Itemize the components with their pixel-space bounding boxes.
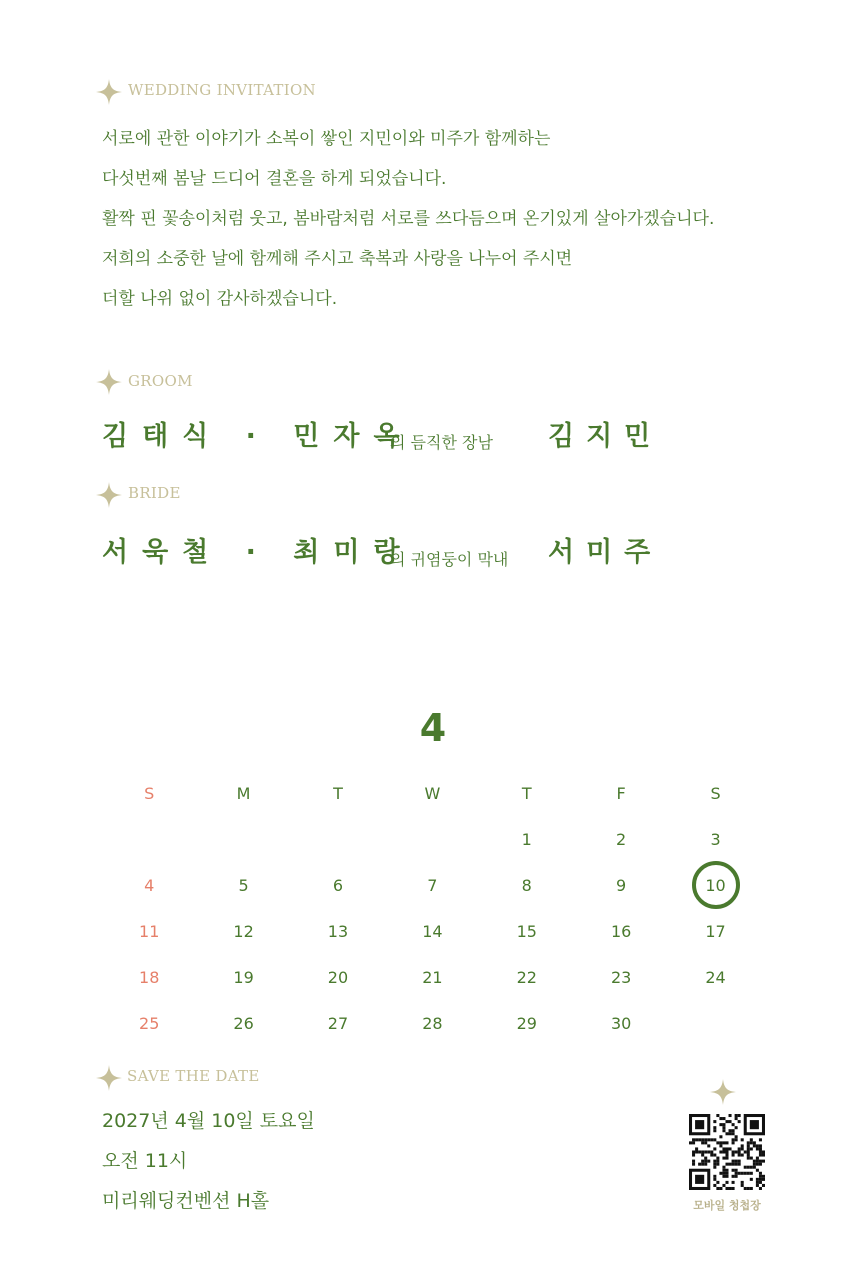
calendar-weekday: F bbox=[616, 783, 626, 803]
calendar-day-number: 7 bbox=[427, 875, 438, 895]
calendar-day-number: 27 bbox=[327, 1013, 349, 1033]
groom-relation: 의 듬직한 장남 bbox=[390, 433, 493, 452]
calendar-day-number: 3 bbox=[710, 829, 721, 849]
calendar-day bbox=[480, 862, 574, 908]
calendar-day bbox=[480, 908, 574, 954]
calendar-day-number: 13 bbox=[327, 921, 349, 941]
calendar-day bbox=[196, 908, 290, 954]
calendar-day-number: 8 bbox=[521, 875, 532, 895]
bride-parents: 서욱철 · 최미랑 bbox=[102, 537, 414, 568]
calendar-day bbox=[196, 954, 290, 1000]
event-date: 2027년 4월 10일 토요일 bbox=[102, 1110, 315, 1132]
calendar-day-number: 21 bbox=[422, 967, 443, 987]
calendar-empty-cell bbox=[291, 816, 385, 862]
invitation-line-5: 더할 나위 없이 감사하겠습니다. bbox=[102, 289, 338, 309]
calendar-day-number: 29 bbox=[516, 1013, 537, 1033]
calendar-empty-cell bbox=[196, 816, 290, 862]
calendar-day bbox=[480, 1000, 574, 1046]
calendar-day bbox=[574, 1000, 668, 1046]
calendar-day bbox=[291, 1000, 385, 1046]
calendar-day bbox=[102, 862, 196, 908]
bride-relation: 의 귀염둥이 막내 bbox=[390, 550, 509, 569]
calendar-day-number: 18 bbox=[139, 967, 160, 987]
calendar-day-number: 6 bbox=[332, 875, 344, 895]
invitation-line-4: 저희의 소중한 날에 함께해 주시고 축복과 사랑을 나누어 주시면 bbox=[102, 249, 573, 269]
calendar-day-number: 30 bbox=[610, 1013, 632, 1033]
calendar-grid bbox=[102, 770, 763, 1046]
calendar-day bbox=[102, 954, 196, 1000]
calendar-week-row bbox=[102, 1000, 763, 1046]
calendar-day-number: 22 bbox=[516, 967, 537, 987]
calendar-day-number: 2 bbox=[616, 829, 627, 849]
calendar-day-number: 16 bbox=[610, 921, 632, 941]
groom-label: GROOM bbox=[128, 372, 193, 390]
calendar-day bbox=[102, 1000, 196, 1046]
calendar-week-row bbox=[102, 862, 763, 908]
calendar-weekday-row bbox=[102, 770, 763, 816]
save-the-date-label: SAVE THE DATE bbox=[127, 1067, 260, 1085]
calendar-weekday: T bbox=[521, 783, 532, 803]
calendar-day bbox=[668, 908, 762, 954]
calendar-day bbox=[668, 816, 762, 862]
calendar-empty-cell bbox=[102, 816, 196, 862]
calendar-day-number: 24 bbox=[705, 967, 726, 987]
calendar-day-number: 15 bbox=[516, 921, 537, 941]
calendar-week-row bbox=[102, 908, 763, 954]
sparkle-icon bbox=[96, 79, 122, 105]
calendar-day bbox=[196, 1000, 290, 1046]
event-time: 오전 11시 bbox=[102, 1150, 188, 1172]
calendar-day bbox=[291, 862, 385, 908]
calendar-day bbox=[102, 908, 196, 954]
sparkle-icon bbox=[96, 482, 122, 508]
sparkle-icon bbox=[710, 1079, 736, 1105]
invitation-line-1: 서로에 관한 이야기가 소복이 쌓인 지민이와 미주가 함께하는 bbox=[102, 129, 551, 149]
calendar-day-number: 26 bbox=[233, 1013, 254, 1033]
sparkle-icon bbox=[96, 369, 122, 395]
sparkle-icon bbox=[96, 1065, 122, 1091]
calendar-day-number: 17 bbox=[705, 921, 726, 941]
calendar-month: 4 bbox=[419, 706, 447, 750]
calendar-day-number: 25 bbox=[139, 1013, 160, 1033]
calendar-weekday: S bbox=[144, 783, 155, 803]
calendar-day bbox=[668, 954, 762, 1000]
calendar-day bbox=[291, 954, 385, 1000]
bride-name: 서미주 bbox=[548, 537, 663, 568]
calendar-day-number: 12 bbox=[233, 921, 254, 941]
calendar-day bbox=[480, 816, 574, 862]
calendar-weekday: M bbox=[236, 783, 251, 803]
groom-parents: 김태식 · 민자옥 bbox=[102, 421, 414, 452]
calendar-day bbox=[196, 862, 290, 908]
calendar-day-number: 4 bbox=[144, 875, 155, 895]
calendar-day bbox=[385, 1000, 479, 1046]
calendar-weekday: W bbox=[424, 783, 441, 803]
groom-name: 김지민 bbox=[548, 421, 663, 452]
calendar-day bbox=[385, 862, 479, 908]
invitation-line-3: 활짝 핀 꽃송이처럼 웃고, 봄바람처럼 서로를 쓰다듬으며 온기있게 살아가겠습니다. bbox=[102, 209, 715, 229]
calendar-day bbox=[574, 862, 668, 908]
calendar-day bbox=[385, 908, 479, 954]
calendar-day-number: 14 bbox=[422, 921, 443, 941]
calendar-week-row bbox=[102, 954, 763, 1000]
calendar-day bbox=[574, 816, 668, 862]
qr-code-icon[interactable] bbox=[689, 1114, 765, 1190]
calendar-day bbox=[574, 908, 668, 954]
calendar-day-number: 11 bbox=[139, 921, 160, 941]
calendar-weekday: S bbox=[710, 783, 721, 803]
calendar-day bbox=[291, 908, 385, 954]
event-venue: 미리웨딩컨벤션 H홀 bbox=[102, 1190, 270, 1212]
calendar-day bbox=[385, 954, 479, 1000]
qr-caption: 모바일 청첩장 bbox=[693, 1199, 761, 1212]
calendar-weekday: T bbox=[333, 783, 343, 803]
calendar-day bbox=[480, 954, 574, 1000]
calendar-empty-cell bbox=[385, 816, 479, 862]
calendar-day-number: 5 bbox=[238, 875, 249, 895]
calendar-day-number: 9 bbox=[616, 875, 627, 895]
calendar-day-number: 10 bbox=[705, 875, 726, 895]
calendar-day bbox=[668, 862, 762, 908]
invitation-line-2: 다섯번째 봄날 드디어 결혼을 하게 되었습니다. bbox=[102, 169, 447, 189]
calendar-day-number: 23 bbox=[610, 967, 632, 987]
calendar-empty-cell bbox=[668, 1000, 762, 1046]
bride-label: BRIDE bbox=[128, 484, 181, 502]
calendar-week-row bbox=[102, 816, 763, 862]
invitation-label: WEDDING INVITATION bbox=[128, 81, 316, 99]
calendar-day-number: 28 bbox=[422, 1013, 443, 1033]
calendar-day-number: 1 bbox=[521, 829, 532, 849]
wedding-day-circle bbox=[692, 861, 740, 909]
calendar-day-number: 20 bbox=[327, 967, 349, 987]
calendar-day-number: 19 bbox=[233, 967, 254, 987]
calendar-day bbox=[574, 954, 668, 1000]
